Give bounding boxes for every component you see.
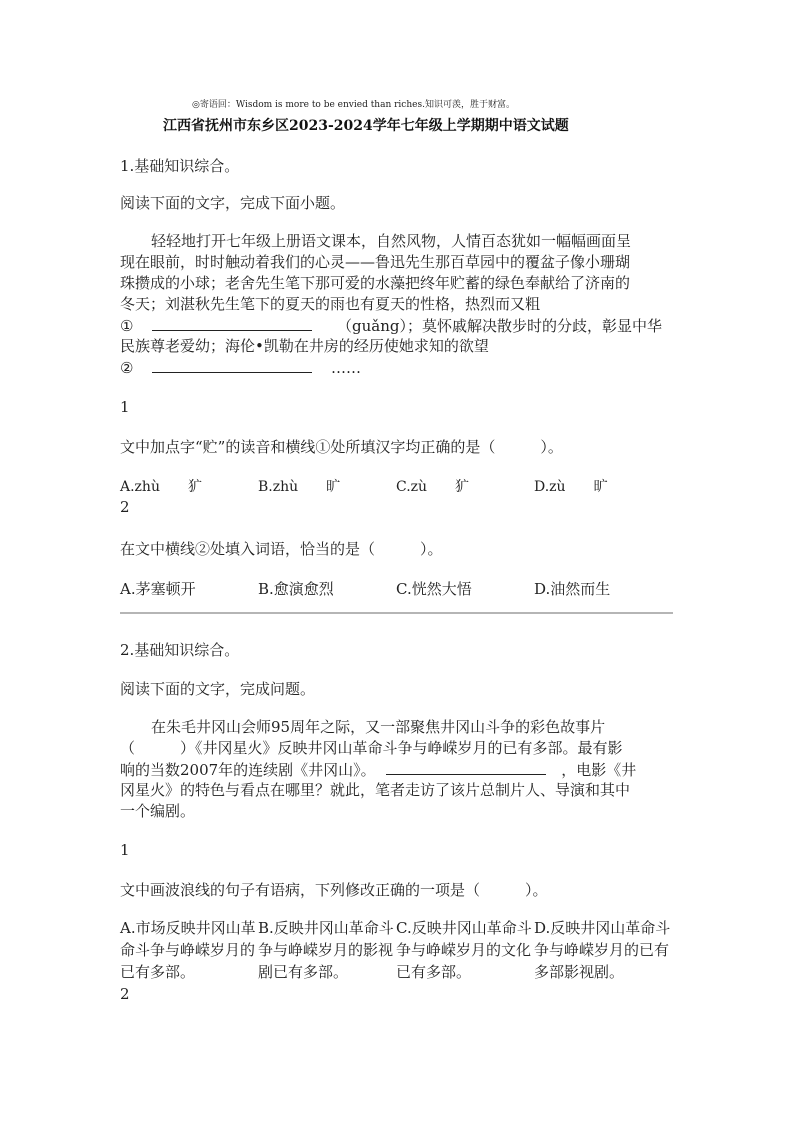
q2-passage-line: 在朱毛井冈山会师95周年之际，又一部聚焦井冈山斗争的彩色故事片 bbox=[151, 718, 606, 736]
q2-instruction: 阅读下面的文字，完成问题。 bbox=[120, 680, 316, 698]
q2-passage-text: ，电影《井 bbox=[561, 761, 637, 779]
q1-passage-line: 冬天；刘湛秋先生笔下的夏天的雨也有夏天的性格，热烈而又粗 bbox=[120, 295, 541, 313]
q1-passage-line: 民族尊老爱幼；海伦•凯勒在井房的经历使她求知的欲望 bbox=[120, 337, 489, 355]
q1-instruction: 阅读下面的文字，完成下面小题。 bbox=[120, 194, 346, 212]
q1-sub2-option-d[interactable]: D.油然而生 bbox=[534, 580, 611, 598]
q1-sub2-option-c[interactable]: C.恍然大悟 bbox=[396, 580, 472, 598]
q2-sub1-option-d[interactable]: D.反映井冈山革命斗争与峥嵘岁月的已有多部影视剧。 bbox=[534, 919, 671, 981]
q1-passage-line: 珠攒成的小球；老舍先生笔下那可爱的水藻把终年贮蓄的绿色奉献给了济南的 bbox=[120, 274, 631, 292]
q1-sub1-question: 文中加点字“贮”的读音和横线①处所填汉字均正确的是（ ）。 bbox=[120, 438, 563, 456]
exam-title: 江西省抚州市东乡区2023-2024学年七年级上学期期中语文试题 bbox=[163, 118, 569, 134]
q2-passage-line: 冈星火》的特色与看点在哪里？就此，笔者走访了该片总制片人、导演和其中 bbox=[120, 781, 631, 799]
q2-sub1-number: 1 bbox=[120, 841, 130, 859]
blank2-trailing-text: …… bbox=[331, 359, 362, 377]
q2-sub1-option-b[interactable]: B.反映井冈山革命斗争与峥嵘岁月的影视剧已有多部。 bbox=[258, 919, 394, 981]
q1-blank1-line bbox=[120, 315, 662, 336]
q2-blank-line bbox=[120, 759, 636, 780]
q1-blank2-line bbox=[120, 357, 361, 378]
q1-passage-line: 现在眼前，时时触动着我们的心灵——鲁迅先生那百草园中的覆盆子像小珊瑚 bbox=[120, 253, 631, 271]
q1-sub1-number: 1 bbox=[120, 398, 130, 416]
motto-line: ◎寄语回：Wisdom is more to be envied than riches.知识可羡，胜于财富。 bbox=[192, 100, 515, 110]
blank2-marker: ② bbox=[120, 359, 134, 377]
blank1-marker: ① bbox=[120, 317, 134, 335]
q2-sub2-number: 2 bbox=[120, 985, 130, 1003]
blank1-trailing-text: （guǎng）；莫怀戚解决散步时的分歧，彰显中华 bbox=[337, 317, 662, 335]
q1-sub1-option-c[interactable]: C.zù 犷 bbox=[396, 479, 470, 495]
q1-sub1-option-d[interactable]: D.zù 旷 bbox=[534, 479, 608, 495]
q1-sub2-option-a[interactable]: A.茅塞顿开 bbox=[120, 580, 196, 598]
q1-heading: 1.基础知识综合。 bbox=[120, 157, 240, 175]
q1-sub2-option-b[interactable]: B.愈演愈烈 bbox=[258, 580, 334, 598]
q2-heading: 2.基础知识综合。 bbox=[120, 641, 240, 659]
q2-passage-line: （ ）《井冈星火》反映井冈山革命斗争与峥嵘岁月的已有多部。最有影 bbox=[120, 739, 623, 757]
q1-sub2-question: 在文中横线②处填入词语，恰当的是（ ）。 bbox=[120, 540, 443, 558]
q2-sub1-option-c[interactable]: C.反映井冈山革命斗争与峥嵘岁月的文化已有多部。 bbox=[396, 919, 532, 981]
q2-sub1-option-a[interactable]: A.市场反映井冈山革命斗争与峥嵘岁月的已有多部。 bbox=[120, 919, 256, 981]
q1-sub2-number: 2 bbox=[120, 498, 130, 516]
q2-sub1-question: 文中画波浪线的句子有语病，下列修改正确的一项是（ ）。 bbox=[120, 881, 548, 899]
q1-sub1-option-a[interactable]: A.zhù 犷 bbox=[120, 479, 202, 495]
answer-blank-2[interactable] bbox=[152, 357, 312, 373]
q2-passage-text: 响的当数2007年的连续剧《井冈山》。 bbox=[120, 761, 376, 779]
q1-sub1-option-b[interactable]: B.zhù 旷 bbox=[258, 479, 341, 495]
answer-blank-q2[interactable] bbox=[386, 759, 546, 775]
q1-passage-line: 轻轻地打开七年级上册语文课本，自然风物，人情百态犹如一幅幅画面呈 bbox=[151, 232, 632, 250]
question-divider bbox=[120, 612, 673, 614]
answer-blank-1[interactable] bbox=[152, 315, 312, 331]
q2-passage-line: 一个编剧。 bbox=[120, 802, 196, 820]
